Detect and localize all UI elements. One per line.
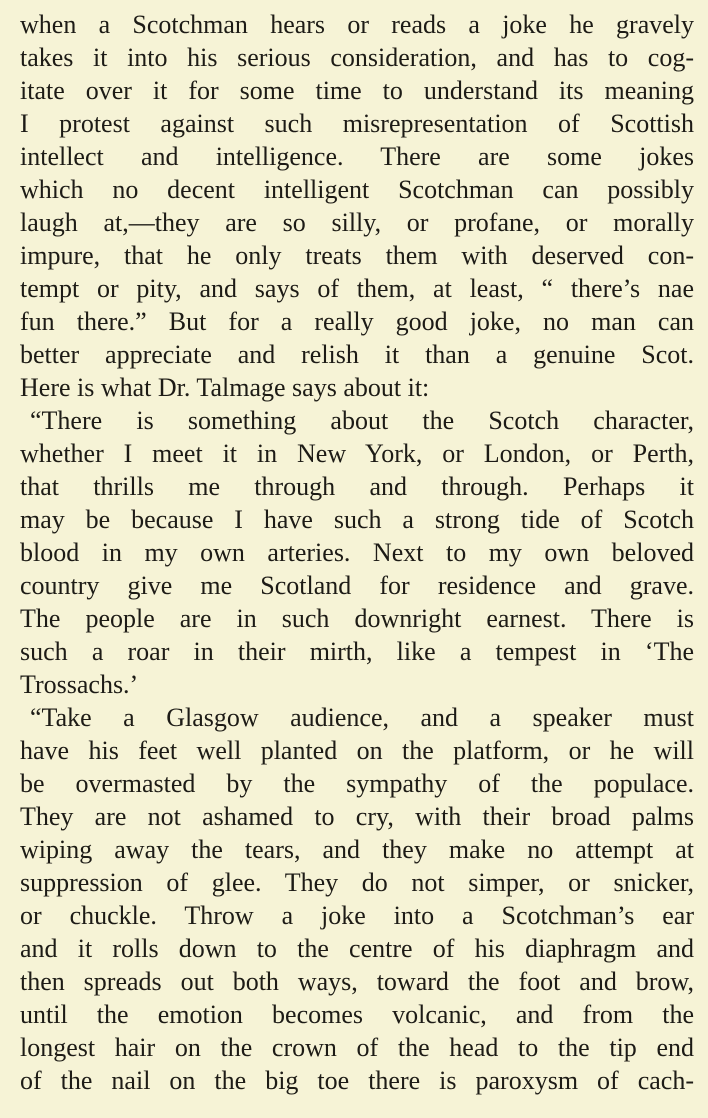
text-line: which no decent intelligent Scotchman can possibly [20,175,694,204]
text-line: until the emotion becomes volcanic, and from the [20,1000,694,1029]
text-line: of the nail on the big toe there is paroxysm of cach- [20,1066,694,1095]
text-line: fun there.” But for a really good joke, no man can [20,307,694,336]
text-line: then spreads out both ways, toward the foot and brow, [20,967,694,996]
text-line: impure, that he only treats them with deserved con- [20,241,694,270]
paragraph-1 [20,8,694,404]
text-line: country give me Scotland for residence and grave. [20,571,694,600]
text-line: I protest against such misrepresentation of Scottish [20,109,694,138]
text-line: tempt or pity, and says of them, at least, “ there’s nae [20,274,694,303]
paragraph-3 [20,701,694,1097]
text-line: They are not ashamed to cry, with their broad palms [20,802,694,831]
text-line: itate over it for some time to understand its meaning [20,76,694,105]
text-line: whether I meet it in New York, or London, or Perth, [20,439,694,468]
text-line: blood in my own arteries. Next to my own beloved [20,538,694,567]
text-line: longest hair on the crown of the head to the tip end [20,1033,694,1062]
text-line: wiping away the tears, and they make no attempt at [20,835,694,864]
text-line: The people are in such downright earnest. There is [20,604,694,633]
text-line: have his feet well planted on the platform, or he will [20,736,694,765]
text-line: Trossachs.’ [20,670,139,699]
paragraph-2 [20,404,694,701]
text-line: that thrills me through and through. Perhaps it [20,472,694,501]
text-line: when a Scotchman hears or reads a joke he gravely [20,10,694,39]
text-line: suppression of glee. They do not simper, or snicker, [20,868,694,897]
text-line: takes it into his serious consideration, and has to cog- [20,43,694,72]
text-line: or chuckle. Throw a joke into a Scotchman’s ear [20,901,694,930]
text-line: and it rolls down to the centre of his diaphragm and [20,934,694,963]
text-line: “There is something about the Scotch character, [30,406,694,435]
text-line: Here is what Dr. Talmage says about it: [20,373,430,402]
text-line: intellect and intelligence. There are some jokes [20,142,694,171]
text-line: be overmasted by the sympathy of the populace. [20,769,694,798]
text-line: such a roar in their mirth, like a tempest in ‘The [20,637,694,666]
text-line: laugh at,—they are so silly, or profane, or morally [20,208,694,237]
text-line: may be because I have such a strong tide of Scotch [20,505,694,534]
text-line: “Take a Glasgow audience, and a speaker must [30,703,694,732]
text-line: better appreciate and relish it than a genuine Scot. [20,340,694,369]
